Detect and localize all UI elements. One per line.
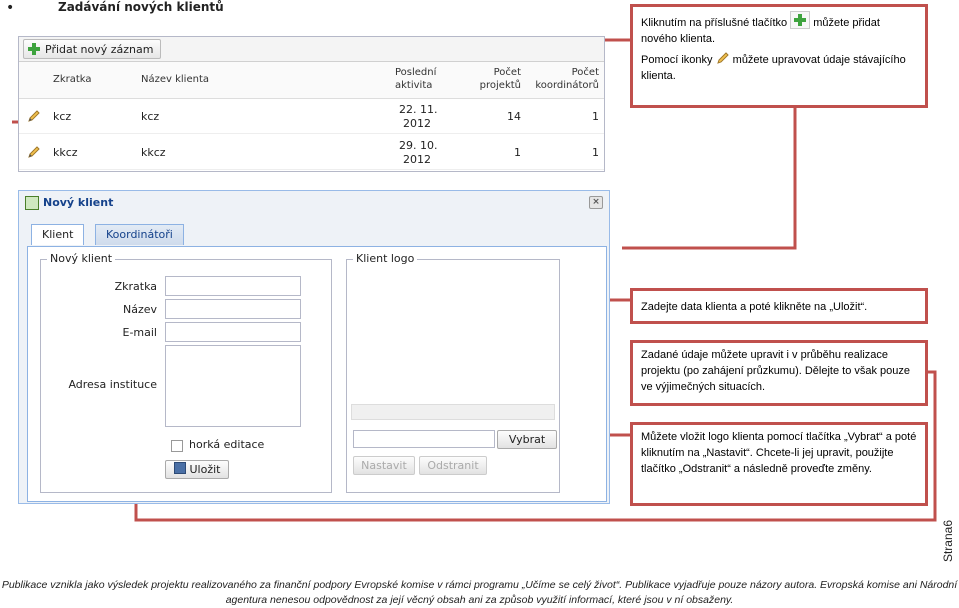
logo-fieldset-legend: Klient logo	[353, 252, 417, 265]
client-fieldset	[40, 252, 332, 493]
email-input[interactable]	[165, 322, 301, 342]
table-row[interactable]	[19, 135, 604, 170]
new-client-dialog	[18, 190, 610, 504]
col-projects[interactable]: Počet projektů	[479, 67, 521, 91]
cell-coordinators: 1	[592, 110, 599, 123]
client-fieldset-legend: Nový klient	[47, 252, 115, 265]
window-icon	[25, 196, 39, 210]
page-heading: Zadávání nových klientů	[58, 0, 224, 14]
remove-button[interactable]: Odstranit	[419, 456, 487, 475]
footer-line-2: agentura nenesou odpovědnost za její věcný obsah ani za způsob využití informací, které jsou v ní obsaženy.	[225, 594, 734, 606]
cell-projects: 1	[514, 146, 521, 159]
col-name[interactable]: Název klienta	[141, 74, 209, 85]
page-number: Strana6	[941, 520, 955, 563]
logo-scrollbar[interactable]	[351, 404, 555, 420]
table-row[interactable]	[19, 99, 604, 134]
logo-file-input[interactable]	[353, 430, 495, 448]
pencil-icon	[716, 51, 730, 65]
code-label: Zkratka	[114, 280, 157, 293]
address-label: Adresa instituce	[68, 378, 157, 391]
tab-coordinators[interactable]: Koordinátoři	[95, 224, 184, 245]
save-button[interactable]: Uložit	[165, 460, 229, 479]
grid-header	[19, 62, 604, 99]
name-input[interactable]	[165, 299, 301, 319]
set-button[interactable]: Nastavit	[353, 456, 415, 475]
clients-grid	[18, 36, 605, 172]
pencil-icon[interactable]	[27, 109, 41, 123]
tab-client[interactable]: Klient	[31, 224, 84, 245]
col-last-activity[interactable]: Poslední aktivita	[395, 67, 437, 91]
dialog-titlebar	[19, 191, 609, 215]
callout-add-edit: Kliknutím na příslušné tlačítko můžete přidat nového klienta. Pomocí ikonky můžete upravovat údaje stávajícího klienta.	[630, 4, 928, 108]
email-label: E-mail	[122, 326, 157, 339]
col-code[interactable]: Zkratka	[53, 74, 92, 85]
bullet: •	[6, 0, 15, 16]
cell-coordinators: 1	[592, 146, 599, 159]
plus-icon	[27, 42, 41, 56]
cell-date: 29. 10. 2012	[399, 139, 438, 166]
hot-edit-checkbox[interactable]	[171, 440, 183, 452]
add-record-button[interactable]	[23, 39, 161, 59]
choose-button[interactable]: Vybrat	[497, 430, 557, 449]
callout-edit-later: Zadané údaje můžete upravit i v průběhu realizace projektu (po zahájení průzkumu). Dělejte to však pouze ve výjimečných situacích.	[630, 340, 928, 406]
cell-name: kkcz	[141, 146, 166, 159]
save-icon	[174, 462, 186, 474]
cell-code: kkcz	[53, 146, 78, 159]
cell-name: kcz	[141, 110, 160, 123]
name-label: Název	[122, 303, 157, 316]
code-input[interactable]	[165, 276, 301, 296]
dialog-title: Nový klient	[43, 196, 114, 209]
cell-code: kcz	[53, 110, 72, 123]
client-panel	[27, 246, 607, 502]
cell-date: 22. 11. 2012	[399, 103, 438, 130]
add-record-label: Přidat nový záznam	[45, 42, 154, 56]
plus-icon	[790, 11, 810, 29]
callout-logo: Můžete vložit logo klienta pomocí tlačítka „Vybrat“ a poté kliknutím na „Nastavit“. Chcete-li jej upravit, použijte tlačítko „Odstranit“ a následně proveďte změny.	[630, 422, 928, 506]
logo-fieldset	[346, 252, 560, 493]
footer-line-1: Publikace vznikla jako výsledek projektu realizovaného za finanční podpory Evropské komise v rámci programu „Učíme se celý život“. Publikace vyjadřuje pouze názory autora. Evropská komise ani Národní	[1, 579, 958, 591]
address-textarea[interactable]	[165, 345, 301, 427]
pencil-icon[interactable]	[27, 145, 41, 159]
connector-dialog	[622, 108, 795, 248]
hot-edit-label: horká editace	[189, 438, 265, 451]
grid-toolbar	[19, 37, 604, 62]
col-coordinators[interactable]: Počet koordinátorů	[535, 67, 599, 91]
cell-projects: 14	[507, 110, 521, 123]
callout-save: Zadejte data klienta a poté klikněte na „Uložit“.	[630, 288, 928, 324]
close-icon[interactable]: ×	[589, 196, 603, 209]
